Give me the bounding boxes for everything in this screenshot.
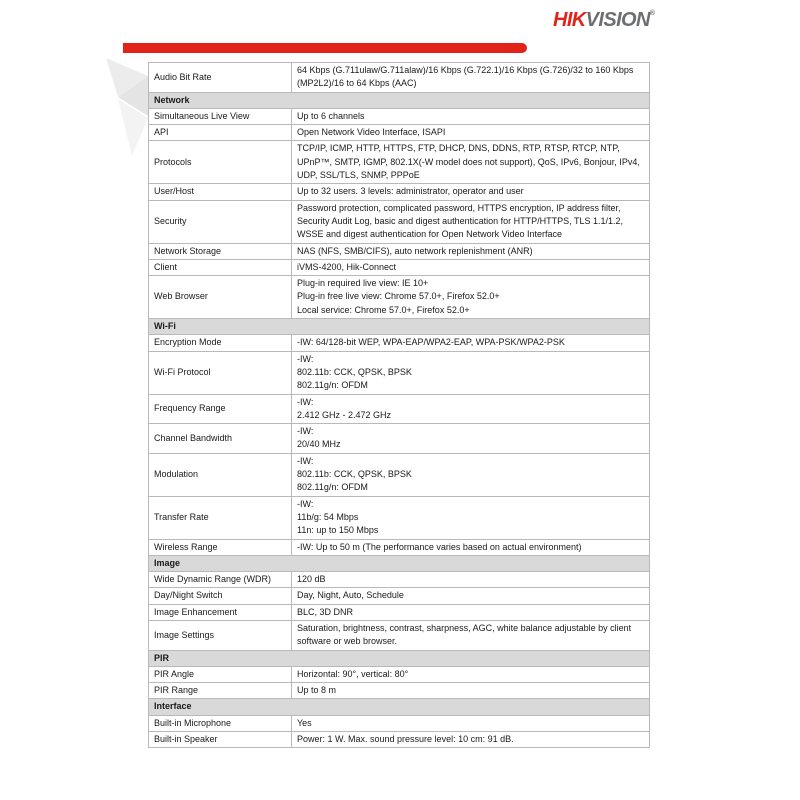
spec-label: Network Storage bbox=[149, 244, 292, 259]
spec-value-line: 11n: up to 150 Mbps bbox=[297, 525, 379, 536]
spec-value-line: iVMS-4200, Hik-Connect bbox=[297, 261, 397, 272]
spec-value-line: Open Network Video Interface, ISAPI bbox=[297, 127, 446, 138]
spec-value-line: Power: 1 W. Max. sound pressure level: 10 cm: 91 dB. bbox=[297, 734, 514, 745]
spec-value bbox=[292, 540, 649, 555]
spec-value-line: -IW: 64/128-bit WEP, WPA-EAP/WPA2-EAP, WPA-PSK/WPA2-PSK bbox=[297, 337, 565, 348]
spec-label: Wide Dynamic Range (WDR) bbox=[149, 572, 292, 587]
spec-value-line: 802.11g/n: OFDM bbox=[297, 482, 368, 493]
spec-label: API bbox=[149, 125, 292, 140]
spec-value-line: Plug-in required live view: IE 10+ bbox=[297, 278, 429, 289]
spec-row bbox=[149, 184, 649, 200]
spec-row bbox=[149, 716, 649, 732]
spec-value-line: Local service: Chrome 57.0+, Firefox 52.0+ bbox=[297, 304, 470, 315]
spec-value-line: Plug-in free live view: Chrome 57.0+, Firefox 52.0+ bbox=[297, 291, 500, 302]
spec-label: Transfer Rate bbox=[149, 497, 292, 539]
spec-value-line: 20/40 MHz bbox=[297, 439, 341, 450]
spec-value bbox=[292, 395, 649, 424]
spec-value-line: Up to 32 users. 3 levels: administrator, operator and user bbox=[297, 186, 524, 197]
spec-row bbox=[149, 588, 649, 604]
section-header-row bbox=[149, 93, 649, 109]
spec-row bbox=[149, 141, 649, 184]
spec-value bbox=[292, 335, 649, 350]
spec-value bbox=[292, 683, 649, 698]
spec-label: Built-in Speaker bbox=[149, 732, 292, 747]
spec-value bbox=[292, 260, 649, 275]
spec-row bbox=[149, 605, 649, 621]
section-title: Wi-Fi bbox=[154, 321, 176, 332]
spec-label: Client bbox=[149, 260, 292, 275]
spec-label: Encryption Mode bbox=[149, 335, 292, 350]
spec-value bbox=[292, 244, 649, 259]
spec-label: Protocols bbox=[149, 141, 292, 183]
spec-label: Web Browser bbox=[149, 276, 292, 318]
spec-label: Simultaneous Live View bbox=[149, 109, 292, 124]
spec-row bbox=[149, 540, 649, 556]
spec-value-line: Horizontal: 90°, vertical: 80° bbox=[297, 668, 409, 679]
spec-value-line: -IW: bbox=[297, 455, 314, 466]
spec-label: PIR Range bbox=[149, 683, 292, 698]
spec-label: PIR Angle bbox=[149, 667, 292, 682]
spec-value bbox=[292, 572, 649, 587]
spec-value-line: Up to 8 m bbox=[297, 685, 337, 696]
spec-value-line: Yes bbox=[297, 717, 312, 728]
spec-value-line: Password protection, complicated password, HTTPS encryption, IP address filter, Security Audit Log, basic and digest authentication for HTTP/HTTPS, TLS 1.1/1.2, WSSE and digest authentication for Open Network Video Interface bbox=[297, 202, 624, 240]
spec-label: Security bbox=[149, 201, 292, 243]
section-title: Network bbox=[154, 94, 190, 105]
spec-row bbox=[149, 260, 649, 276]
spec-value bbox=[292, 184, 649, 199]
spec-value-line: 64 Kbps (G.711ulaw/G.711alaw)/16 Kbps (G.722.1)/16 Kbps (G.726)/32 to 160 Kbps (MP2L2)/16 to 64 Kbps (AAC) bbox=[297, 65, 634, 89]
spec-label: User/Host bbox=[149, 184, 292, 199]
section-title: PIR bbox=[154, 652, 170, 663]
spec-label: Frequency Range bbox=[149, 395, 292, 424]
spec-value-line: 802.11g/n: OFDM bbox=[297, 380, 368, 391]
spec-value-line: -IW: bbox=[297, 498, 314, 509]
triangle-watermark-icon bbox=[103, 56, 149, 186]
spec-row bbox=[149, 244, 649, 260]
spec-value-line: 802.11b: CCK, QPSK, BPSK bbox=[297, 469, 412, 480]
spec-label: Wireless Range bbox=[149, 540, 292, 555]
spec-value bbox=[292, 621, 649, 650]
section-header-row bbox=[149, 556, 649, 572]
spec-value-line: Saturation, brightness, contrast, sharpness, AGC, white balance adjustable by client software or web browser. bbox=[297, 622, 632, 647]
spec-value-line: TCP/IP, ICMP, HTTP, HTTPS, FTP, DHCP, DNS, DDNS, RTP, RTSP, RTCP, NTP, UPnP™, SMTP, IGMP, 802.1X(-W model does not support), QoS, IPv6, Bonjour, IPv4, UDP, SSL/TLS, SNMP, PPPoE bbox=[297, 143, 640, 181]
spec-value-line: Day, Night, Auto, Schedule bbox=[297, 590, 404, 601]
spec-table bbox=[148, 62, 650, 748]
spec-row bbox=[149, 395, 649, 425]
spec-row bbox=[149, 352, 649, 395]
spec-value bbox=[292, 201, 649, 243]
spec-value-line: 120 dB bbox=[297, 574, 326, 585]
spec-value-line: BLC, 3D DNR bbox=[297, 606, 354, 617]
spec-label: Wi-Fi Protocol bbox=[149, 352, 292, 394]
spec-row bbox=[149, 335, 649, 351]
spec-label: Image Settings bbox=[149, 621, 292, 650]
spec-value-line: -IW: bbox=[297, 353, 314, 364]
spec-value bbox=[292, 109, 649, 124]
spec-value-line: -IW: bbox=[297, 396, 314, 407]
section-header-row bbox=[149, 699, 649, 715]
spec-row bbox=[149, 621, 649, 651]
spec-row bbox=[149, 454, 649, 497]
spec-value bbox=[292, 63, 649, 92]
spec-row bbox=[149, 125, 649, 141]
spec-value bbox=[292, 605, 649, 620]
spec-value bbox=[292, 716, 649, 731]
spec-label: Channel Bandwidth bbox=[149, 424, 292, 453]
spec-row bbox=[149, 497, 649, 540]
spec-value bbox=[292, 125, 649, 140]
section-title: Interface bbox=[154, 701, 192, 712]
logo-hik-text: HIK bbox=[553, 9, 586, 31]
registered-trademark-icon: ® bbox=[649, 10, 655, 17]
spec-value bbox=[292, 497, 649, 539]
spec-value bbox=[292, 588, 649, 603]
spec-value bbox=[292, 424, 649, 453]
spec-value-line: -IW: bbox=[297, 426, 314, 437]
spec-value-line: -IW: Up to 50 m (The performance varies based on actual environment) bbox=[297, 541, 582, 552]
spec-label: Audio Bit Rate bbox=[149, 63, 292, 92]
section-header-row bbox=[149, 319, 649, 335]
section-title: Image bbox=[154, 557, 181, 568]
spec-value-line: Up to 6 channels bbox=[297, 110, 365, 121]
spec-value-line: 802.11b: CCK, QPSK, BPSK bbox=[297, 366, 412, 377]
spec-value-line: 11b/g: 54 Mbps bbox=[297, 511, 359, 522]
spec-value bbox=[292, 276, 649, 318]
spec-row bbox=[149, 572, 649, 588]
spec-row bbox=[149, 109, 649, 125]
spec-row bbox=[149, 683, 649, 699]
spec-value-line: 2.412 GHz - 2.472 GHz bbox=[297, 409, 392, 420]
spec-value bbox=[292, 141, 649, 183]
spec-value-line: NAS (NFS, SMB/CIFS), auto network replenishment (ANR) bbox=[297, 245, 533, 256]
spec-label: Image Enhancement bbox=[149, 605, 292, 620]
spec-label: Built-in Microphone bbox=[149, 716, 292, 731]
spec-label: Modulation bbox=[149, 454, 292, 496]
spec-row bbox=[149, 732, 649, 748]
spec-value bbox=[292, 454, 649, 496]
spec-value bbox=[292, 667, 649, 682]
hikvision-logo bbox=[553, 9, 654, 32]
spec-row bbox=[149, 63, 649, 93]
spec-row bbox=[149, 276, 649, 319]
logo-vision-text: VISION bbox=[585, 9, 650, 31]
red-divider-bar bbox=[123, 43, 527, 53]
section-header-row bbox=[149, 651, 649, 667]
spec-row bbox=[149, 424, 649, 454]
spec-row bbox=[149, 667, 649, 683]
spec-row bbox=[149, 201, 649, 244]
spec-value bbox=[292, 352, 649, 394]
spec-label: Day/Night Switch bbox=[149, 588, 292, 603]
spec-value bbox=[292, 732, 649, 747]
